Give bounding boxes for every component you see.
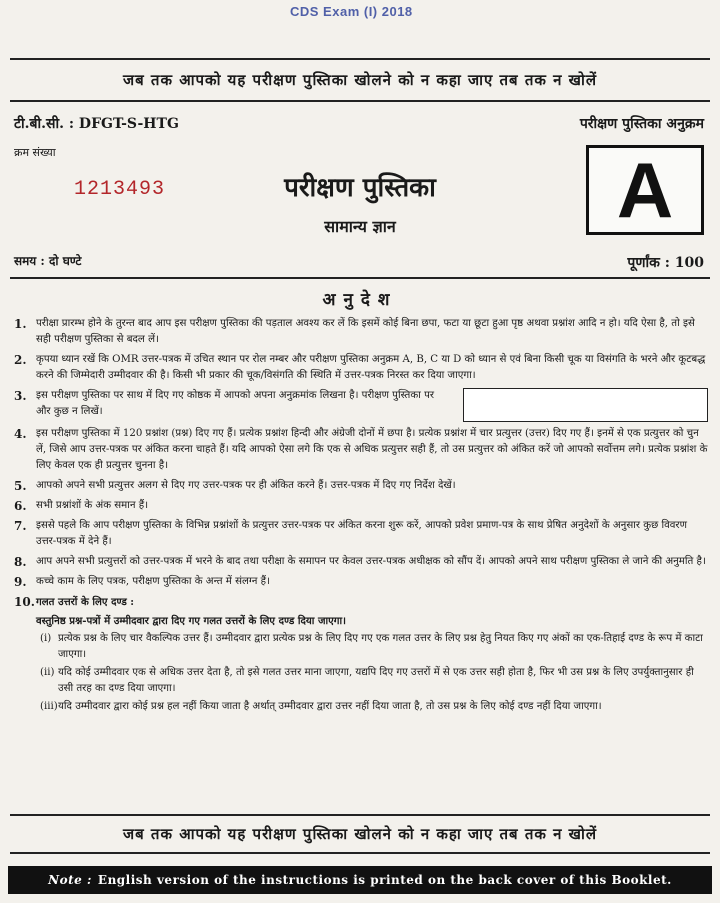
instruction-number: 2.	[14, 353, 27, 367]
note-text: English version of the instructions is printed on the back cover of this Booklet.	[97, 873, 672, 887]
instructions-heading: अनुदेश	[322, 290, 398, 310]
english-note-bar	[8, 866, 712, 894]
instruction-item	[14, 554, 708, 570]
series-box	[586, 145, 704, 235]
penalty-text: प्रत्येक प्रश्न के लिए चार वैकल्पिक उत्तर हैं। उम्मीदवार द्वारा प्रत्येक प्रश्न के लिए दिए गए एक गलत उत्तर के लिए प्रश्न हेतु नियत किए गए अंकों का एक-तिहाई दण्ड के रूप में काटा जाएगा।	[58, 633, 703, 660]
instruction-number: 10.	[14, 595, 35, 609]
tbc-code: टी.बी.सी. : DFGT-S-HTG	[14, 116, 179, 132]
instruction-number: 4.	[14, 427, 27, 441]
penalty-text: यदि कोई उम्मीदवार एक से अधिक उत्तर देता है, तो इसे गलत उत्तर माना जाएगा, यद्यपि दिए गए उत्तरों में से एक उत्तर सही होता है, फिर भी उस प्रश्न के लिए उपर्युक्तानुसार ही उसी तरह का दण्ड दिया जाएगा।	[58, 667, 694, 694]
instruction-item	[14, 594, 708, 715]
instruction-number: 3.	[14, 389, 27, 403]
instruction-item	[14, 352, 708, 384]
instruction-item	[14, 426, 708, 474]
header-rule	[10, 100, 710, 102]
penalty-number: (ii)	[40, 667, 55, 678]
series-letter: A	[616, 146, 674, 234]
penalty-item	[36, 699, 708, 715]
instruction-text: इस परीक्षण पुस्तिका में 120 प्रश्नांश (प्रश्न) दिए गए हैं। प्रत्येक प्रश्नांश हिन्दी और अंग्रेजी दोनों में छपा है। प्रत्येक प्रश्नांश में चार प्रत्युत्तर (उत्तर) दिए गए हैं। इनमें से एक प्रत्युत्तर को चुन लें, जिसे आप उत्तर-पत्रक पर अंकित करना चाहते हैं। यदि आपको ऐसा लगे कि एक से अधिक प्रत्युत्तर सही हैं, तो उस प्रत्युत्तर को अंकित करें जो आपको सर्वोत्तम लगे। प्रत्येक प्रश्नांश के लिए केवल एक ही प्रत्युत्तर चुनना है।	[36, 428, 708, 471]
instruction-text: सभी प्रश्नांशों के अंक समान हैं।	[36, 500, 149, 511]
instruction-item	[14, 478, 708, 494]
instruction-text: इस परीक्षण पुस्तिका पर साथ में दिए गए कोष्ठक में आपको अपना अनुक्रमांक लिखना है। परीक्षण पुस्तिका पर और कुछ न लिखें।	[36, 390, 435, 417]
instruction-number: 5.	[14, 479, 27, 493]
instruction-text: कृपया ध्यान रखें कि OMR उत्तर-पत्रक में उचित स्थान पर रोल नम्बर और परीक्षण पुस्तिका अनुक्रम A, B, C या D को ध्यान से एवं बिना किसी चूक या विसंगति के भरने और कूटबद्ध करने की जिम्मेदारी उम्मीदवार की है। किसी भी प्रकार की चूक/विसंगति की स्थिति में उत्तर-पत्रक निरस्त कर दिया जाएगा।	[36, 354, 706, 381]
instructions-list	[14, 316, 708, 719]
instruction-text: इससे पहले कि आप परीक्षण पुस्तिका के विभिन्न प्रश्नांशों के प्रत्युत्तर उत्तर-पत्रक पर अंकित करना शुरू करें, आपको प्रवेश प्रमाण-पत्र के साथ प्रेषित अनुदेशों के अनुसार कुछ विवरण उत्तर-पत्रक में देने हैं।	[36, 520, 687, 547]
time-allowed: समय : दो घण्टे	[14, 254, 82, 268]
instruction-text: आपको अपने सभी प्रत्युत्तर अलग से दिए गए उत्तर-पत्रक पर ही अंकित करने हैं। उत्तर-पत्रक में दिए गए निर्देश देखें।	[36, 480, 456, 491]
instruction-number: 8.	[14, 555, 27, 569]
instruction-text: कच्चे काम के लिए पत्रक, परीक्षण पुस्तिका के अन्त में संलग्न हैं।	[36, 576, 270, 587]
instruction-number: 1.	[14, 317, 27, 331]
penalty-heading: वस्तुनिष्ठ प्रश्न-पत्रों में उम्मीदवार द्वारा दिए गए गलत उत्तरों के लिए दण्ड दिया जाएगा।	[36, 615, 347, 627]
booklet-title: परीक्षण पुस्तिका	[284, 173, 436, 203]
penalty-item	[36, 665, 708, 697]
bottom-warning: जब तक आपको यह परीक्षण पुस्तिका खोलने को न कहा जाए तब तक न खोलें	[122, 825, 598, 843]
top-warning: जब तक आपको यह परीक्षण पुस्तिका खोलने को न कहा जाए तब तक न खोलें	[122, 71, 598, 89]
instructions-rule	[10, 277, 710, 279]
instruction-number: 6.	[14, 499, 27, 513]
instruction-item	[14, 574, 708, 590]
top-rule	[10, 58, 710, 60]
instruction-text: परीक्षा प्रारम्भ होने के तुरन्त बाद आप इस परीक्षण पुस्तिका की पड़ताल अवश्य कर लें कि इसमें कोई बिना छपा, फटा या छूटा हुआ पृष्ठ अथवा प्रश्नांश आदि न हो। यदि ऐसा है, तो इसे सही परीक्षण पुस्तिका से बदल लें।	[36, 318, 695, 345]
penalty-number: (i)	[40, 633, 52, 644]
exam-stamp: CDS Exam (I) 2018	[290, 4, 413, 19]
instruction-text: गलत उत्तरों के लिए दण्ड :	[36, 596, 135, 608]
serial-number: 1213493	[74, 178, 166, 201]
booklet-series-label: परीक्षण पुस्तिका अनुक्रम	[579, 116, 704, 132]
instruction-number: 9.	[14, 575, 27, 589]
instruction-item	[14, 518, 708, 550]
bottom-rule-lower	[10, 852, 710, 854]
penalty-number: (iii)	[40, 701, 58, 712]
penalty-item	[36, 631, 708, 663]
penalty-text: यदि उम्मीदवार द्वारा कोई प्रश्न हल नहीं किया जाता है अर्थात् उम्मीदवार द्वारा उत्तर नहीं दिया जाता है, तो उस प्रश्न के लिए कोई दण्ड नहीं दिया जाएगा।	[58, 701, 602, 712]
instruction-item	[14, 388, 708, 422]
full-marks: पूर्णांक : 100	[627, 255, 704, 271]
note-label: Note :	[48, 873, 92, 887]
bottom-rule-upper	[10, 814, 710, 816]
roll-number-row	[36, 388, 708, 422]
serial-label: क्रम संख्या	[14, 146, 56, 159]
instruction-item	[14, 316, 708, 348]
roll-number-box[interactable]	[463, 388, 708, 422]
instruction-text: आप अपने सभी प्रत्युत्तरों को उत्तर-पत्रक में भरने के बाद तथा परीक्षा के समापन पर केवल उत्तर-पत्रक अधीक्षक को सौंप दें। आपको अपने साथ परीक्षण पुस्तिका ले जाने की अनुमति है।	[36, 556, 706, 567]
instruction-number: 7.	[14, 519, 27, 533]
booklet-subtitle: सामान्य ज्ञान	[324, 217, 396, 236]
instruction-item	[14, 498, 708, 514]
